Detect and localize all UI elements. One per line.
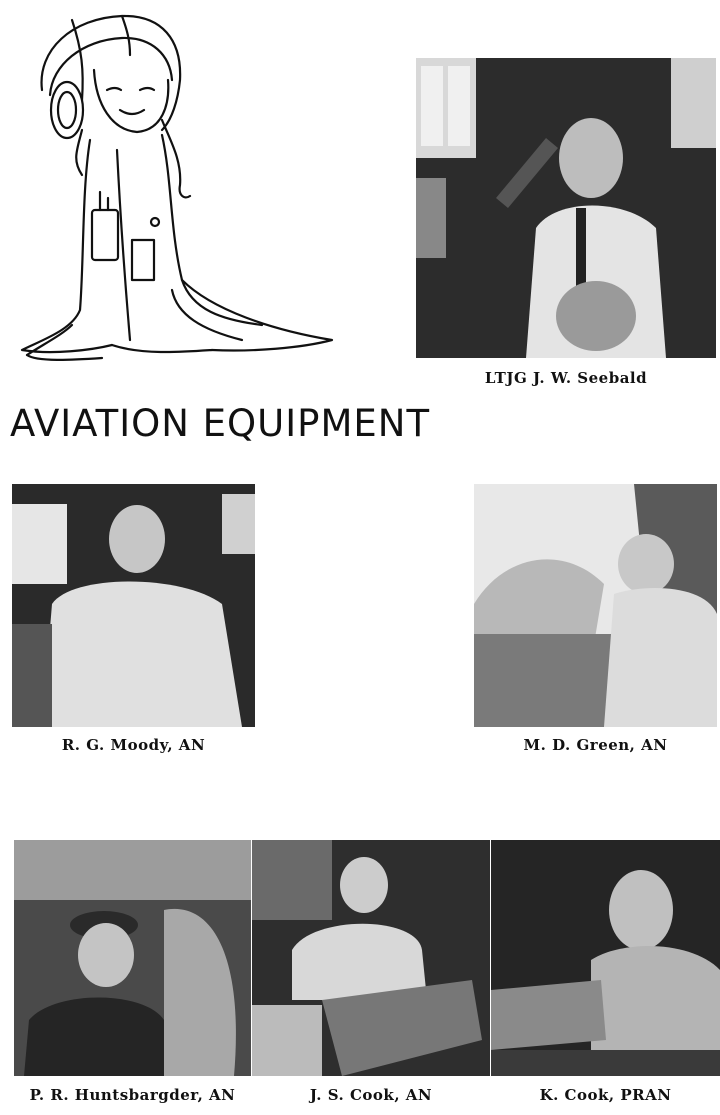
photo-green [474,484,717,727]
photo-huntsbargder [14,840,251,1076]
helmeted-mascot-illustration [12,10,337,365]
caption-green: M. D. Green, AN [523,736,668,754]
caption-moody: R. G. Moody, AN [61,736,206,754]
caption-huntsbargder: P. R. Huntsbargder, AN [29,1086,236,1104]
caption-seebald: LTJG J. W. Seebald [484,369,648,387]
caption-js-cook: J. S. Cook, AN [309,1086,433,1104]
photo-moody [12,484,255,727]
photo-k-cook [491,840,720,1076]
caption-k-cook: K. Cook, PRAN [539,1086,672,1104]
photo-seebald [416,58,716,358]
page-title: AVIATION EQUIPMENT [10,402,431,445]
photo-js-cook [252,840,490,1076]
